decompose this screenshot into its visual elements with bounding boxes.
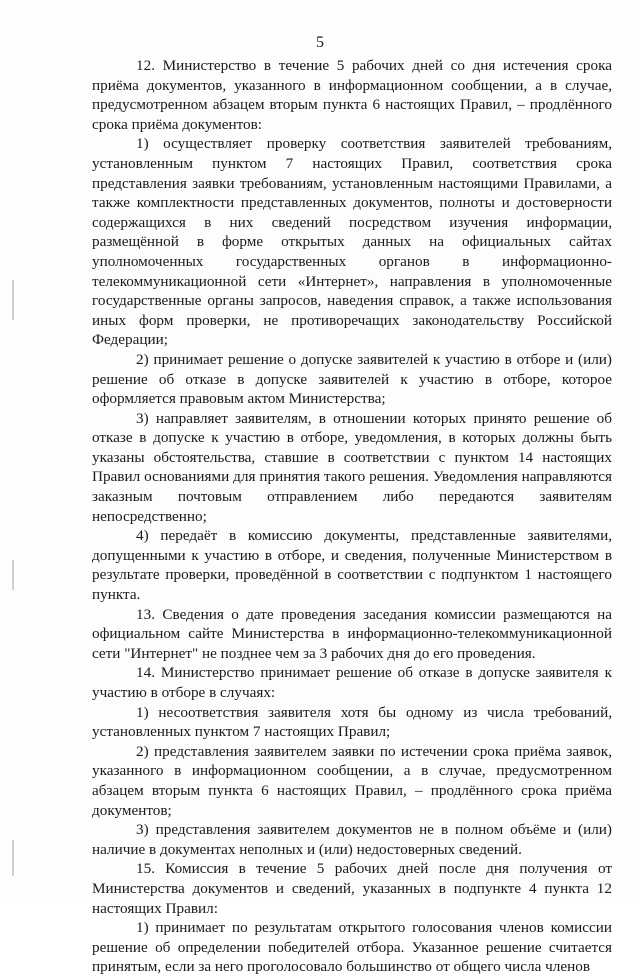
paragraph-14-item-2: 2) представления заявителем заявки по истечении срока приёма заявок, указанного в информационном сообщении, а в случае, предусмотренном абзацем вторым пункта 6 настоящих Правил, – продлённого срока приёма документов; — [92, 742, 612, 819]
paragraph-12: 12. Министерство в течение 5 рабочих дней со дня истечения срока приёма документов, указанного в информационном сообщении, а в случае, предусмотренном абзацем вторым пункта 6 настоящих Правил, – продлённого срока приёма документов: — [92, 57, 612, 133]
paragraph-14-item-3: 3) представления заявителем документов не в полном объёме и (или) наличие в документах неполных и (или) недостоверных сведений. — [92, 821, 612, 858]
document-body — [92, 56, 612, 977]
paragraph-14-item-1: 1) несоответствия заявителя хотя бы одному из числа требований, установленных пунктом 7 настоящих Правил; — [92, 703, 612, 741]
paragraph-12-item-4: 4) передаёт в комиссию документы, представленные заявителями, допущенными к участию в отборе, и сведения, полученные Министерством в результате проверки, проведённой в соответствии с подпунктом 1 настоящего пункта. — [92, 527, 612, 604]
paragraph-12-item-1: 1) осуществляет проверку соответствия заявителей требованиям, установленным пунктом 7 настоящих Правил, соответствия срока представления заявки требованиям, установленным настоящими Правилами, а также комплектности представленных документов, полноты и достоверности содержащихся в них сведений посредством изучения информации, размещённой в форме открытых данных на официальных сайтах уполномоченных государственных органов в информационно-телекоммуникационной сети «Интернет», направления в уполномоченные государственные органы запросов, наведения справок, а также использования иных форм проверки, не противоречащих законодательству Российской Федерации; — [92, 135, 612, 349]
scan-edge-mark — [12, 280, 14, 320]
paragraph-12-item-2: 2) принимает решение о допуске заявителей к участию в отборе и (или) решение об отказе в допуске заявителей к участию в отборе, которое оформляется правовым актом Министерства; — [92, 350, 612, 408]
scan-edge-mark — [12, 840, 14, 876]
scan-edge-mark — [12, 560, 14, 590]
paragraph-13: 13. Сведения о дате проведения заседания комиссии размещаются на официальном сайте Министерства в информационно-телекоммуникационной сети "Интернет" не позднее чем за 3 рабочих дня до его проведения. — [92, 605, 612, 662]
paragraph-15-item-1: 1) принимает по результатам открытого голосования членов комиссии решение об определении победителей отбора. Указанное решение считается принятым, если за него проголосовало большинство от общего числа членов — [92, 919, 612, 976]
paragraph-15: 15. Комиссия в течение 5 рабочих дней после дня получения от Министерства документов и сведений, указанных в подпункте 4 пункта 12 настоящих Правил: — [92, 860, 612, 917]
paragraph-12-item-3: 3) направляет заявителям, в отношении которых принято решение об отказе в допуске к участию в отборе, уведомления, в которых должны быть указаны обстоятельства, ставшие в соответствии с пунктом 14 настоящих Правил основаниями для принятия такого решения. Уведомления направляются заказным почтовым отправлением либо передаются заявителям непосредственно; — [92, 409, 612, 525]
page-number: 5 — [316, 34, 324, 51]
paragraph-14: 14. Министерство принимает решение об отказе в допуске заявителя к участию в отборе в случаях: — [92, 664, 612, 701]
